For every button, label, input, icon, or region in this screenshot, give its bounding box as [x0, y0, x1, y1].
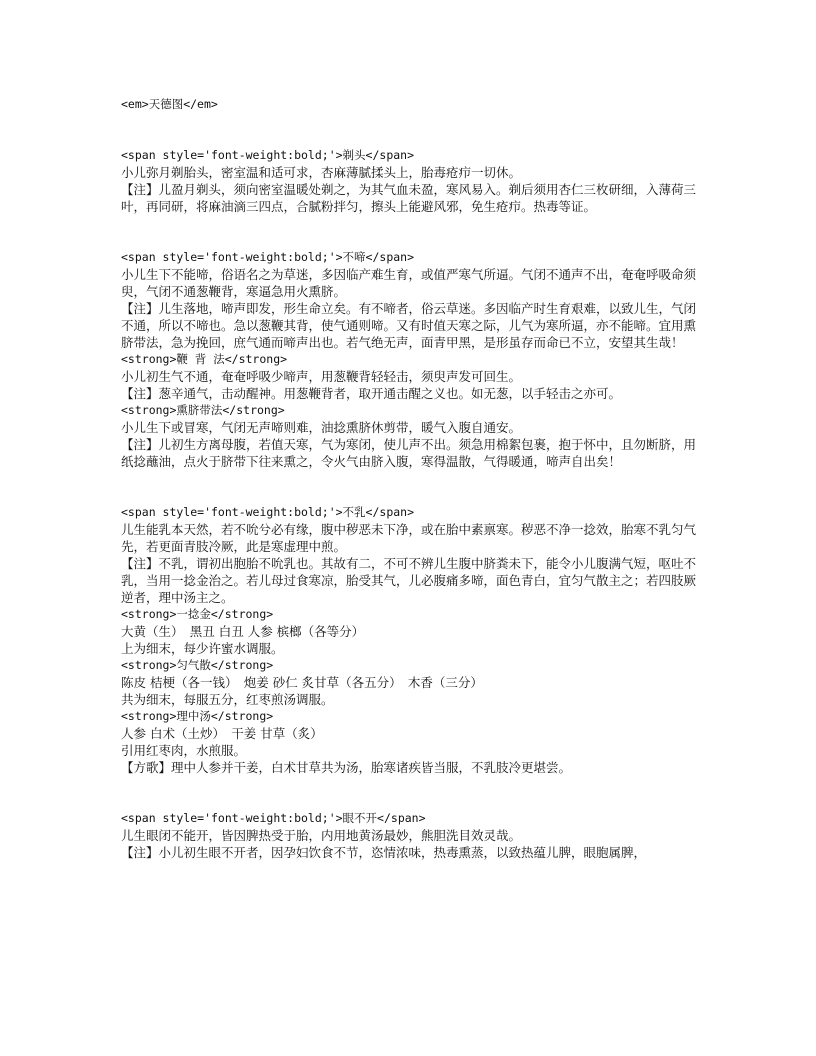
formula-heading: <strong>理中汤</strong> [121, 709, 274, 723]
text-line: 儿生眼闭不能开，皆因脾热受于胎，内用地黄汤最妙，熊胆洗目效灵哉。 [121, 828, 522, 843]
section [121, 147, 701, 215]
formula-heading: <strong>鞭 背 法</strong> [121, 352, 288, 366]
section [121, 504, 701, 776]
annotation-paragraph: 【注】儿生落地，啼声即发，形生命立矣。有不啼者，俗云草迷。多因临产时生育艰难，以致儿生，气闭不通，所以不啼也。急以葱鞭其背，使气通则啼。又有时值天寒之际，儿气为寒所逼，亦不能啼。宜用熏脐带法，急为挽回，庶气通而啼声出也。若气绝无声，面青甲黑，是形虽存而命已不立，安望其生哉！ [121, 301, 697, 350]
formula-heading: <strong>一捻金</strong> [121, 607, 274, 621]
sections-container [121, 147, 701, 861]
section-heading: <span style='font-weight:bold;'>眼不开</span> [121, 811, 426, 825]
annotation-paragraph: 【注】不乳，谓初出胞胎不吮乳也。其故有二，不可不辨儿生腹中脐粪未下，能令小儿腹满气短，呕吐不乳，当用一捻金治之。若儿母过食寒凉，胎受其气，儿必腹痛多啼，面色青白，宜匀气散主之；若四肢厥逆者，理中汤主之。 [121, 556, 697, 605]
section [121, 810, 701, 861]
spacer [121, 776, 701, 810]
formula-heading: <strong>熏脐带法</strong> [121, 403, 285, 417]
annotation-paragraph: 【注】儿盈月剃头，须向密室温暖处剃之，为其气血未盈，寒风易入。剃后须用杏仁三枚研细，入薄荷三叶，再同研，将麻油滴三四点，合腻粉拌匀，擦头上能避风邪，免生疮疖。热毒等证。 [121, 182, 697, 214]
text-line: 人参 白术（土炒） 干姜 甘草（炙） [121, 726, 323, 741]
text-line: 小儿弥月剃胎头，密室温和适可求，杏麻薄腻揉头上，胎毒疮疖一切休。 [121, 165, 522, 180]
section-heading: <span style='font-weight:bold;'>不啼</span> [121, 250, 415, 264]
spacer [121, 215, 701, 249]
text-line: 共为细末，每服五分，红枣煎汤调服。 [121, 692, 334, 707]
text-line: 小儿生下不能啼，俗语名之为草迷，多因临产难生育，或值严寒气所逼。气闭不通声不出，奄奄呼吸命须臾，气闭不通葱鞭背，寒逼急用火熏脐。 [121, 267, 697, 299]
formula-heading: <strong>匀气散</strong> [121, 658, 274, 672]
section-heading: <span style='font-weight:bold;'>剃头</span> [121, 148, 415, 162]
text-line: 大黄（生） 黑丑 白丑 人参 槟榔（各等分） [121, 624, 365, 639]
annotation-paragraph: 【注】儿初生方离母腹，若值天寒，气为寒闭，使儿声不出。须急用棉絮包裹，抱于怀中，且勿断脐，用纸捻蘸油，点火于脐带下往来熏之，令火气由脐入腹，寒得温散，气得暖通，啼声自出矣！ [121, 437, 697, 469]
annotation-paragraph: 【方歌】理中人参并干姜，白术甘草共为汤，胎寒诸疾皆当服，不乳肢冷更堪尝。 [121, 760, 572, 775]
section-heading: <span style='font-weight:bold;'>不乳</span> [121, 505, 415, 519]
text-line: 小儿初生气不通，奄奄呼吸少啼声，用葱鞭背轻轻击，须臾声发可回生。 [121, 369, 522, 384]
annotation-paragraph: 【注】小儿初生眼不开者，因孕妇饮食不节，恣情浓味，热毒熏蒸，以致热蕴儿脾，眼胞属脾， [121, 845, 647, 860]
document-title: <em>天德图</em> [121, 97, 218, 111]
annotation-paragraph: 【注】葱辛通气，击动醒神。用葱鞭背者，取开通击醒之义也。如无葱，以手轻击之亦可。 [121, 386, 622, 401]
text-line: 陈皮 桔梗（各一钱） 炮姜 砂仁 炙甘草（各五分） 木香（三分） [121, 675, 483, 690]
spacer [121, 470, 701, 504]
spacer [121, 113, 701, 147]
section [121, 249, 701, 470]
text-line: 儿生能乳本天然，若不吮兮必有缘，腹中秽恶未下净，或在胎中素禀寒。秽恶不净一捻效，胎寒不乳匀气先，若更面青肢冷厥，此是寒虚理中煎。 [121, 522, 697, 554]
text-line: 上为细末，每少许蜜水调服。 [121, 641, 284, 656]
text-line: 引用红枣肉，水煎服。 [121, 743, 247, 758]
document-page [121, 96, 701, 861]
text-line: 小儿生下或冒寒，气闭无声啼则难，油捻熏脐休剪带，暖气入腹自通安。 [121, 420, 522, 435]
